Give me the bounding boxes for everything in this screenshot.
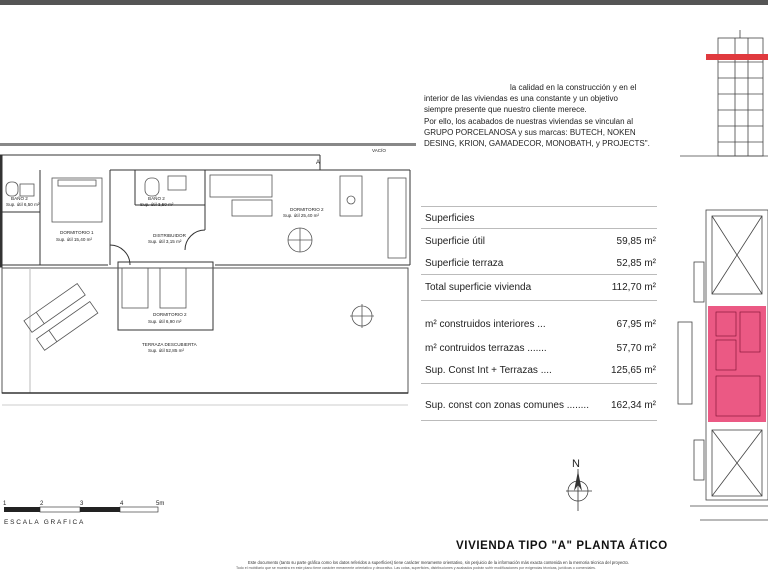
- surface-label: Total superficie vivienda: [425, 282, 532, 293]
- table-divider: [421, 206, 657, 207]
- surface-label: m² construidos interiores ...: [425, 319, 546, 330]
- surface-value: 52,85 m²: [616, 258, 656, 269]
- scale-tick: 5m: [156, 501, 165, 507]
- table-divider: [421, 420, 657, 421]
- plan-label-terraza: TERRAZA DESCUBIERTA: [142, 342, 197, 347]
- plan-marker-a: A: [316, 160, 321, 166]
- surface-row-int-terr: [425, 365, 656, 376]
- surface-value: 67,95 m²: [616, 319, 656, 330]
- plan-label-bano2a-area: Sup. útil 6,50 m²: [6, 202, 40, 207]
- graphic-scale: [0, 497, 180, 527]
- surface-value: 57,70 m²: [616, 343, 656, 354]
- surface-row-total: [425, 282, 656, 293]
- scale-tick: 1: [3, 501, 7, 507]
- north-label: N: [572, 458, 580, 470]
- apartment-highlight: [708, 306, 766, 422]
- table-divider: [421, 300, 657, 301]
- surface-row-comunes: [425, 400, 656, 411]
- intro-line: DESING, KRION, GAMADECOR, MONOBATH, y PROJECTS".: [424, 139, 650, 149]
- table-divider: [421, 274, 657, 275]
- intro-line: siempre presente que nuestro cliente merece.: [424, 105, 587, 115]
- plan-label-bano2b: BAÑO 2: [148, 196, 165, 201]
- surface-label: Sup. Const Int + Terrazas ....: [425, 365, 552, 376]
- scale-tick: 4: [120, 501, 124, 507]
- plan-label-bano2b-area: Sup. útil 3,50 m²: [140, 202, 174, 207]
- intro-line: Por ello, los acabados de nuestras viviendas se vinculan al: [424, 116, 634, 126]
- scale-tick: 2: [40, 501, 44, 507]
- disclaimer: Este documento (tanto su parte gráfica como los datos referidos a superficies) tiene carácter meramente orientativo, sin perjuicio de la información más exacta contenida en la memoria técnica del proyecto.: [248, 560, 630, 565]
- page-title: VIVIENDA TIPO "A" PLANTA ÁTICO: [456, 540, 668, 552]
- surface-value: 125,65 m²: [610, 365, 656, 376]
- plan-label-bano2a: BAÑO 2: [11, 196, 28, 201]
- surfaces-heading: Superficies: [425, 213, 475, 224]
- surface-label: m² contruidos terrazas .......: [425, 343, 547, 354]
- plan-label-dorm1: DORMITORIO 1: [60, 230, 94, 235]
- plan-label-distribuidor-area: Sup. útil 3,15 m²: [148, 239, 182, 244]
- intro-line: GRUPO PORCELANOSA y sus marcas: BUTECH, NOKEN: [424, 127, 636, 137]
- surface-row-terrazas: [425, 343, 656, 354]
- table-divider: [421, 228, 657, 229]
- plan-label-dorm2-salon: DORMITORIO 2: [290, 207, 324, 212]
- surface-value: 59,85 m²: [616, 236, 656, 247]
- top-border: [0, 0, 768, 5]
- surface-label: Sup. const con zonas comunes ........: [425, 400, 589, 411]
- intro-line: la calidad en la construcción y en el: [510, 83, 637, 92]
- plan-label-dorm2-salon-area: Sup. útil 25,40 m²: [283, 213, 320, 218]
- intro-text: [424, 82, 656, 149]
- surface-label: Superficie terraza: [425, 258, 504, 269]
- plan-label-dorm2: DORMITORIO 2: [153, 312, 187, 317]
- surface-label: Superficie útil: [425, 236, 486, 247]
- surface-row-util: [425, 236, 656, 247]
- disclaimer-fine-print: Todo el mobiliario que se muestra en este plano tiene carácter meramente orientativo y decorativo. Las cotas, superficies, distribuciones y acabados podrán sufrir modificaciones por exigencias técnicas, jurídicas o comerciales.: [236, 566, 596, 570]
- surface-row-interiores: [425, 319, 656, 330]
- north-arrow-icon: [562, 455, 602, 515]
- floor-plan: [0, 135, 420, 555]
- surface-row-terraza: [425, 258, 656, 269]
- plan-label-terraza-area: Sup. útil 52,85 m²: [148, 348, 185, 353]
- intro-line: interior de las viviendas es una constante y un objetivo: [424, 94, 618, 104]
- plan-label-distribuidor: DISTRIBUIDOR: [153, 233, 186, 238]
- scale-tick: 3: [80, 501, 84, 507]
- scale-label: ESCALA GRAFICA: [4, 519, 86, 526]
- plan-label-dorm1-area: Sup. útil 15,40 m²: [56, 237, 93, 242]
- site-plan: [660, 10, 768, 570]
- plan-label-dorm2-area: Sup. útil 6,90 m²: [148, 319, 182, 324]
- surface-value: 112,70 m²: [611, 282, 656, 293]
- surface-value: 162,34 m²: [610, 400, 656, 411]
- building-highlight-floor: [706, 54, 768, 60]
- table-divider: [421, 383, 657, 384]
- plan-label-vacio: VACÍO: [372, 148, 386, 153]
